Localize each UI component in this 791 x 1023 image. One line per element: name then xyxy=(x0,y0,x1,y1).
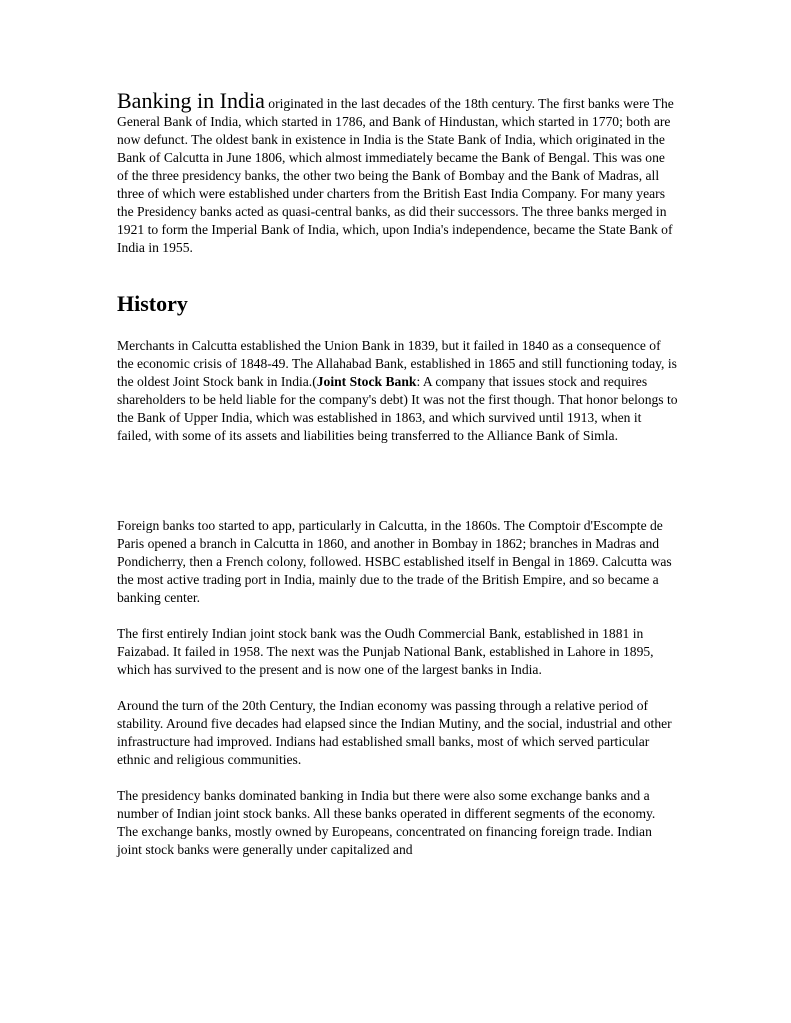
joint-stock-bank-term: Joint Stock Bank xyxy=(316,374,417,389)
history-paragraph-1-text-after: : A company that issues stock and requires shareholders to be held liable for the company's debt) It was not the first though. That honor belongs to the Bank of Upper India, which was established in 1863, and which survived until 1913, when it failed, with some of its assets and liabilities being transferred to the Alliance Bank of Simla. xyxy=(117,374,678,443)
history-paragraph-4: Around the turn of the 20th Century, the Indian economy was passing through a relative period of stability. Around five decades had elapsed since the Indian Mutiny, and the social, industrial and other infrastructure had improved. Indians had established small banks, most of which served particular ethnic and religious communities. xyxy=(117,698,672,767)
intro-paragraph xyxy=(117,88,679,257)
history-paragraph-5: The presidency banks dominated banking in India but there were also some exchange banks and a number of Indian joint stock banks. All these banks operated in different segments of the economy. The exchange banks, mostly owned by Europeans, concentrated on financing foreign trade. Indian joint stock banks were generally under capitalized and xyxy=(117,788,656,857)
history-paragraph-1-text-before: Merchants in Calcutta established the Union Bank in 1839, but it failed in 1840 as a consequence of the economic crisis of 1848-49. The Allahabad Bank, established in 1865 and still functioning today, is the oldest Joint Stock bank in India.( xyxy=(117,338,677,389)
history-paragraph-1 xyxy=(117,337,679,445)
history-paragraph-2: Foreign banks too started to app, particularly in Calcutta, in the 1860s. The Comptoir d'Escompte de Paris opened a branch in Calcutta in 1860, and another in Bombay in 1862; branches in Madras and Pondicherry, then a French colony, followed. HSBC established itself in Bengal in 1869. Calcutta was the most active trading port in India, mainly due to the trade of the British Empire, and so became a banking center. xyxy=(117,518,672,605)
history-paragraph-3: The first entirely Indian joint stock bank was the Oudh Commercial Bank, established in 1881 in Faizabad. It failed in 1958. The next was the Punjab National Bank, established in Lahore in 1895, which has survived to the present and is now one of the largest banks in India. xyxy=(117,626,654,677)
section-heading-history: History xyxy=(117,291,188,316)
intro-text: originated in the last decades of the 18th century. The first banks were The General Bank of India, which started in 1786, and Bank of Hindustan, which started in 1770; both are now defunct. The oldest bank in existence in India is the State Bank of India, which originated in the Bank of Calcutta in June 1806, which almost immediately became the Bank of Bengal. This was one of the three presidency banks, the other two being the Bank of Bombay and the Bank of Madras, all three of which were established under charters from the British East India Company. For many years the Presidency banks acted as quasi-central banks, as did their successors. The three banks merged in 1921 to form the Imperial Bank of India, which, upon India's independence, became the State Bank of India in 1955. xyxy=(117,96,674,255)
document-page xyxy=(117,88,679,859)
document-title: Banking in India xyxy=(117,88,265,113)
